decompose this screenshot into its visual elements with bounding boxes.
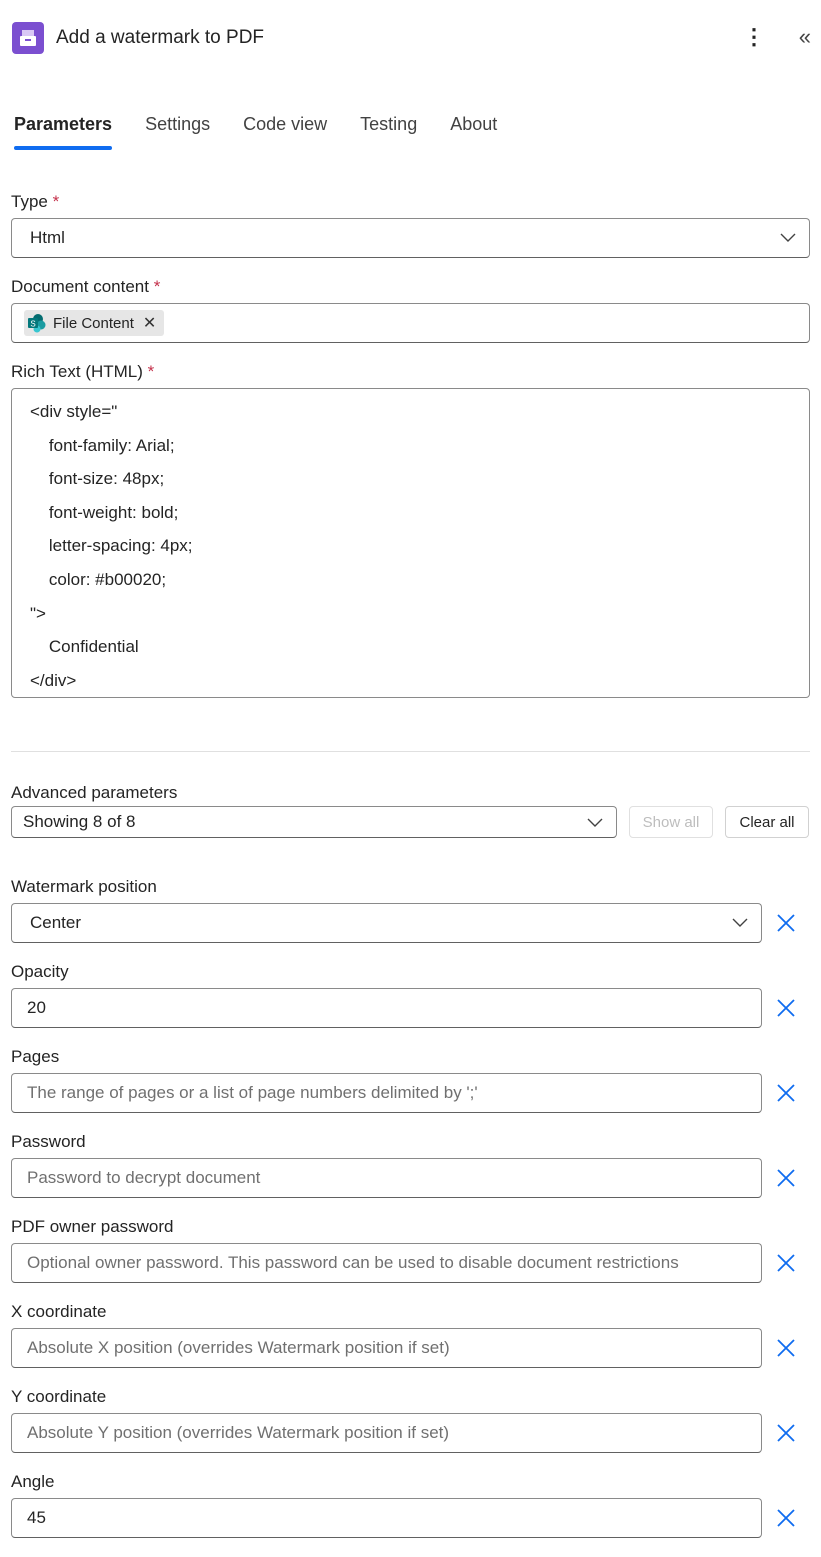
code-line: Confidential xyxy=(30,637,139,657)
advanced-label: Advanced parameters xyxy=(11,783,178,802)
remove-parameter-button[interactable] xyxy=(762,1413,810,1453)
rich-text-editor[interactable] xyxy=(11,388,810,698)
code-line: font-family: Arial; xyxy=(30,435,175,455)
remove-parameter-button[interactable] xyxy=(762,1243,810,1283)
field-value: Center xyxy=(30,913,82,932)
pages-label: Pages xyxy=(11,1047,60,1066)
action-title: Add a watermark to PDF xyxy=(56,27,265,48)
field-group xyxy=(11,962,810,1047)
close-icon xyxy=(776,1338,796,1358)
collapse-panel-icon[interactable]: « xyxy=(798,24,811,49)
remove-token-icon[interactable]: ✕ xyxy=(142,315,157,332)
code-line: font-size: 48px; xyxy=(30,469,165,489)
close-icon xyxy=(776,1423,796,1443)
close-icon xyxy=(776,1168,796,1188)
placeholder: Absolute Y position (overrides Watermark position if set) xyxy=(27,1423,450,1442)
password-input[interactable] xyxy=(11,1158,762,1198)
field-group xyxy=(11,1217,810,1302)
tab-bar xyxy=(14,114,497,149)
opacity-label: Opacity xyxy=(11,962,69,981)
placeholder: Optional owner password. This password can be used to disable document restrictions xyxy=(27,1253,679,1272)
code-line: <div style=" xyxy=(30,402,118,421)
close-icon xyxy=(776,1253,796,1273)
remove-parameter-button[interactable] xyxy=(762,903,810,943)
watermark-position-label: Watermark position xyxy=(11,877,157,896)
tab-parameters[interactable]: Parameters xyxy=(14,114,112,149)
code-line: font-weight: bold; xyxy=(30,502,179,522)
advanced-parameters xyxy=(11,783,810,838)
field-group xyxy=(11,1302,810,1387)
field-group xyxy=(11,1047,810,1132)
tab-settings[interactable]: Settings xyxy=(145,114,211,134)
document-content-input[interactable] xyxy=(11,303,810,343)
placeholder: Absolute X position (overrides Watermark position if set) xyxy=(27,1338,450,1357)
rich-text-label: Rich Text (HTML) * xyxy=(11,362,155,381)
y-coordinate-input[interactable] xyxy=(11,1413,762,1453)
chevron-down-icon xyxy=(586,815,604,829)
watermark-position-select[interactable] xyxy=(11,903,762,943)
field-value: 45 xyxy=(27,1508,46,1527)
opacity-input[interactable] xyxy=(11,988,762,1028)
more-options-icon[interactable]: ⋮ xyxy=(743,24,765,49)
field-value: 20 xyxy=(27,998,46,1017)
code-line: "> xyxy=(30,603,46,623)
pdf-owner-password-input[interactable] xyxy=(11,1243,762,1283)
placeholder: The range of pages or a list of page numbers delimited by ';' xyxy=(27,1083,478,1102)
chevron-down-icon xyxy=(779,230,797,244)
svg-text:S: S xyxy=(30,319,36,329)
y-coordinate-label: Y coordinate xyxy=(11,1387,107,1406)
remove-parameter-button[interactable] xyxy=(762,1073,810,1113)
file-content-token xyxy=(24,310,164,336)
tab-code-view[interactable]: Code view xyxy=(243,114,328,134)
field-group xyxy=(11,1387,810,1472)
angle-label: Angle xyxy=(11,1472,55,1491)
code-line: </div> xyxy=(30,670,77,690)
clear-all-button[interactable]: Clear all xyxy=(725,806,809,838)
sharepoint-icon xyxy=(27,313,47,333)
close-icon xyxy=(776,913,796,933)
close-icon xyxy=(776,998,796,1018)
advanced-select[interactable]: Showing 8 of 8 xyxy=(11,806,617,838)
x-coordinate-input[interactable] xyxy=(11,1328,762,1368)
advanced-fields xyxy=(11,877,810,1557)
close-icon xyxy=(776,1083,796,1103)
type-label: Type * xyxy=(11,192,60,211)
pages-input[interactable] xyxy=(11,1073,762,1113)
field-group xyxy=(11,1132,810,1217)
code-line: color: #b00020; xyxy=(30,569,167,589)
remove-parameter-button[interactable] xyxy=(762,1498,810,1538)
remove-parameter-button[interactable] xyxy=(762,1328,810,1368)
remove-parameter-button[interactable] xyxy=(762,1158,810,1198)
close-icon xyxy=(776,1508,796,1528)
pdf-owner-password-label: PDF owner password xyxy=(11,1217,174,1236)
chevron-down-icon xyxy=(731,915,749,929)
placeholder: Password to decrypt document xyxy=(27,1168,261,1187)
divider xyxy=(11,751,810,752)
code-line: letter-spacing: 4px; xyxy=(30,536,193,556)
tab-about[interactable]: About xyxy=(450,114,498,134)
show-all-button[interactable]: Show all xyxy=(629,806,713,838)
main-parameters xyxy=(11,192,810,698)
header xyxy=(12,22,821,54)
tab-testing[interactable]: Testing xyxy=(360,114,418,134)
field-group xyxy=(11,1472,810,1557)
token-label: File Content xyxy=(53,314,134,332)
password-label: Password xyxy=(11,1132,86,1151)
document-content-label: Document content * xyxy=(11,277,161,296)
remove-parameter-button[interactable] xyxy=(762,988,810,1028)
field-group xyxy=(11,877,810,962)
angle-input[interactable] xyxy=(11,1498,762,1538)
pdf-connector-icon xyxy=(12,22,44,54)
type-select[interactable]: Html xyxy=(11,218,810,258)
x-coordinate-label: X coordinate xyxy=(11,1302,107,1321)
